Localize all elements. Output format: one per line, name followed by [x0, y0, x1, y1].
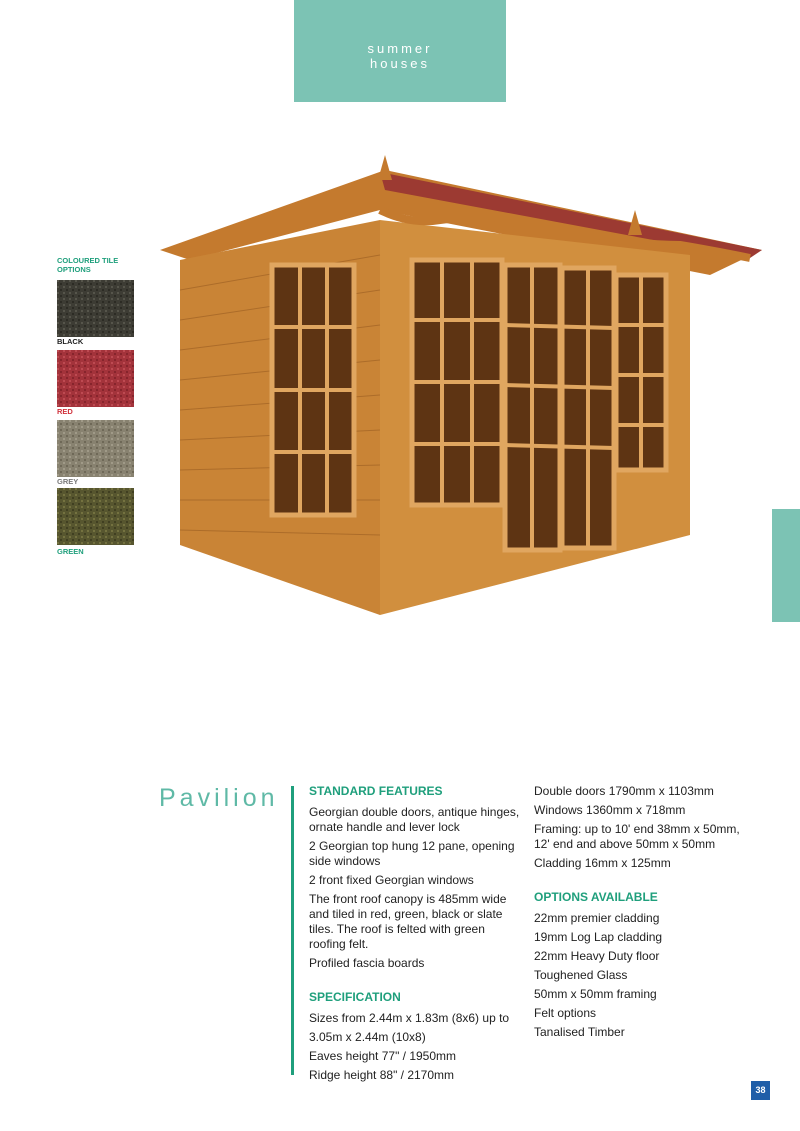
section-title-line1: summer [367, 41, 433, 56]
swatch-label-green: GREEN [57, 547, 84, 556]
feature-item: 2 Georgian top hung 12 pane, opening side windows [309, 839, 515, 868]
section-title-line2: houses [370, 56, 430, 71]
spec-line: Ridge height 88" / 2170mm [309, 1068, 455, 1082]
dimension-line: Cladding 16mm x 125mm [534, 856, 671, 870]
tile-texture-red [57, 350, 134, 407]
side-index-tab [772, 509, 800, 622]
feature-item: Profiled fascia boards [309, 956, 425, 970]
tile-texture-grey [57, 420, 134, 477]
dimension-line: Double doors 1790mm x 1103mm [534, 784, 714, 798]
dimension-line: Framing: up to 10' end 38mm x 50mm, 12' end and above 50mm x 50mm [534, 822, 740, 851]
swatch-black [57, 280, 134, 337]
dimension-line: Windows 1360mm x 718mm [534, 803, 686, 817]
option-item: 22mm premier cladding [534, 911, 660, 925]
options-column [534, 784, 756, 1044]
swatch-grey [57, 420, 134, 477]
swatch-label-grey: GREY [57, 477, 79, 486]
option-item: 19mm Log Lap cladding [534, 930, 663, 944]
spec-line: 3.05m x 2.44m (10x8) [309, 1030, 426, 1044]
tile-texture-black [57, 280, 134, 337]
option-item: 22mm Heavy Duty floor [534, 949, 660, 963]
option-item: 50mm x 50mm framing [534, 987, 657, 1001]
option-item: Felt options [534, 1006, 597, 1020]
swatch-label-black: BLACK [57, 337, 84, 346]
feature-item: 2 front fixed Georgian windows [309, 873, 474, 887]
tile-options-title: COLOURED TILE OPTIONS [57, 256, 119, 274]
page-number-badge: 38 [751, 1081, 770, 1100]
title-divider [291, 786, 294, 1075]
option-item: Tanalised Timber [534, 1025, 625, 1039]
product-title: Pavilion [159, 784, 279, 812]
features-column [309, 784, 524, 1087]
standard-features-heading: STANDARD FEATURES [309, 784, 443, 798]
feature-item: The front roof canopy is 485mm wide and tiled in red, green, black or slate tiles. The roof is felted with green roofing felt. [309, 892, 507, 951]
swatch-green [57, 488, 134, 545]
spec-line: Sizes from 2.44m x 1.83m (8x6) up to [309, 1011, 510, 1025]
specification-heading: SPECIFICATION [309, 990, 401, 1004]
feature-item: Georgian double doors, antique hinges, ornate handle and lever lock [309, 805, 520, 834]
option-item: Toughened Glass [534, 968, 628, 982]
swatch-label-red: RED [57, 407, 73, 416]
section-header-tab [294, 0, 506, 102]
summerhouse-photo [150, 150, 775, 620]
options-heading: OPTIONS AVAILABLE [534, 890, 658, 904]
spec-line: Eaves height 77" / 1950mm [309, 1049, 457, 1063]
tile-texture-green [57, 488, 134, 545]
swatch-red [57, 350, 134, 407]
